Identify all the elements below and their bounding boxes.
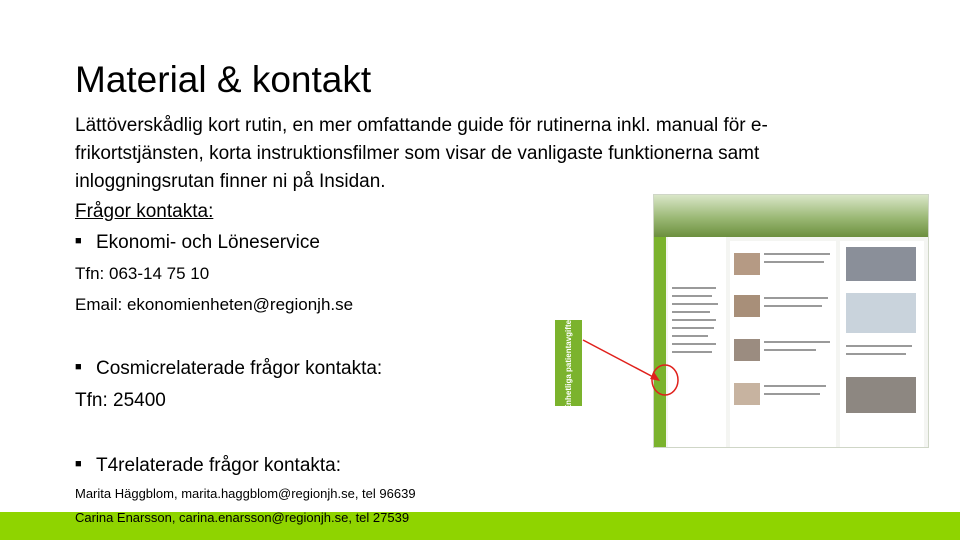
bullet-cosmic-label: Cosmicrelaterade frågor kontakta:	[96, 358, 383, 380]
intro-text: Lättöverskådlig kort rutin, en mer omfattande guide för rutinerna inkl. manual för e-frikortstjänsten, korta instruktionsfilmer som visar de vanligaste funktionerna samt inloggningsrutan finner ni på Insidan.	[75, 115, 768, 192]
t4-contact-1: Marita Häggblom, marita.haggblom@regionjh.se, tel 96639	[75, 486, 416, 501]
economy-phone: Tfn: 063-14 75 10	[75, 264, 210, 283]
cosmic-phone: Tfn: 25400	[75, 390, 166, 411]
bullet-t4-label: T4relaterade frågor kontakta:	[96, 455, 342, 477]
callout-arrow-line	[583, 340, 657, 379]
bullet-economy-label: Ekonomi- och Löneservice	[96, 232, 320, 254]
questions-heading: Frågor kontakta:	[75, 201, 214, 222]
t4-contact-2: Carina Enarsson, carina.enarsson@regionjh.se, tel 27539	[75, 510, 410, 525]
square-bullet-icon: ■	[75, 361, 82, 373]
square-bullet-icon: ■	[75, 235, 82, 247]
square-bullet-icon: ■	[75, 458, 82, 470]
slide-title: Material & kontakt	[75, 59, 372, 100]
patient-fees-tab-label: Enhetliga patientavgifter	[564, 316, 574, 410]
economy-email: Email: ekonomienheten@regionjh.se	[75, 295, 354, 314]
